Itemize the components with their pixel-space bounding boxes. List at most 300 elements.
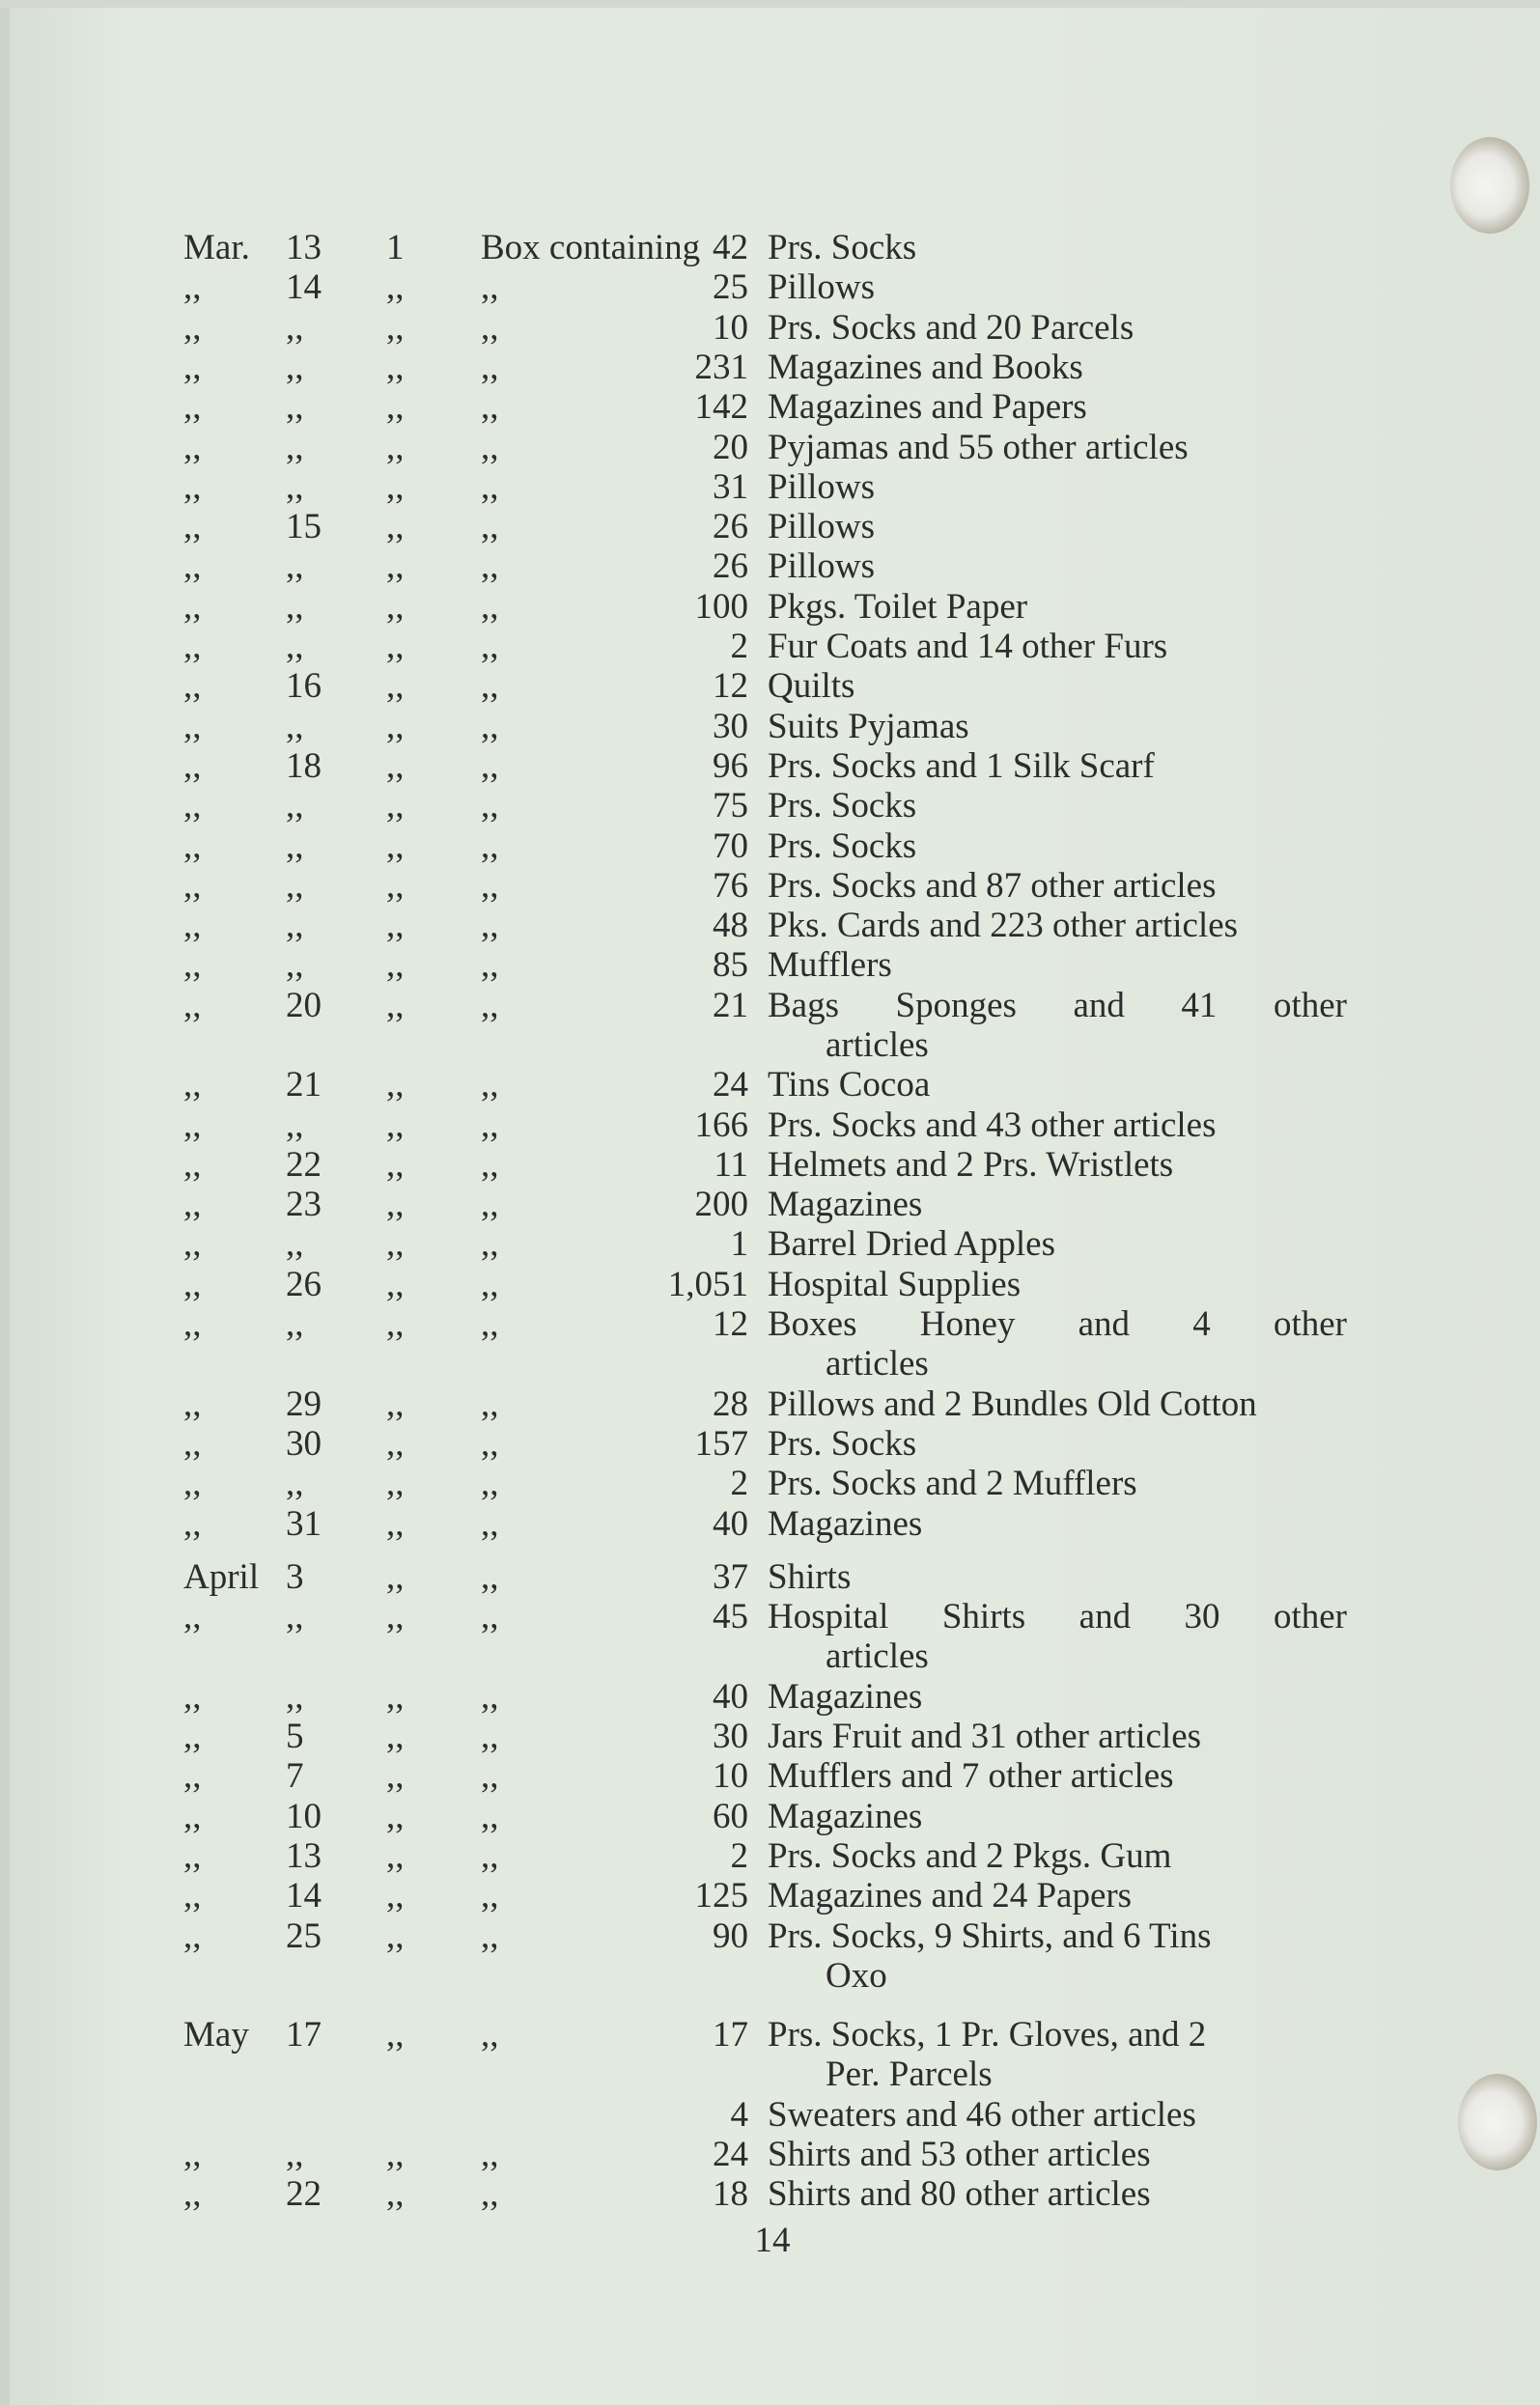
box-count: ,, [386, 308, 405, 348]
date-month: ,, [183, 2135, 202, 2174]
quantity: 11 [714, 1145, 748, 1185]
ledger-row [0, 986, 1540, 1065]
ledger-row [0, 786, 1540, 826]
ledger-row [0, 1504, 1540, 1545]
date-day: ,, [286, 866, 304, 906]
date-day: ,, [286, 1224, 304, 1264]
box-label: ,, [481, 1557, 499, 1597]
date-day: ,, [286, 707, 304, 746]
box-label: ,, [481, 1464, 499, 1503]
quantity: 18 [713, 2174, 748, 2214]
date-day: 10 [286, 1797, 322, 1836]
box-label: ,, [481, 308, 499, 348]
date-month: ,, [183, 786, 202, 825]
box-count: ,, [386, 1797, 405, 1836]
box-label: ,, [481, 1836, 499, 1876]
box-count: ,, [386, 1557, 405, 1597]
quantity: 100 [694, 587, 748, 627]
quantity: 1,051 [667, 1265, 748, 1304]
ledger-row [0, 906, 1540, 946]
box-count: ,, [386, 2015, 405, 2055]
quantity: 26 [713, 546, 748, 586]
date-day: ,, [286, 1464, 304, 1503]
box-count: ,, [386, 1304, 405, 1344]
box-count: ,, [386, 1384, 405, 1424]
item-description: Sweaters and 46 other articles [768, 2095, 1196, 2135]
date-day: ,, [286, 348, 304, 387]
box-label: ,, [481, 1677, 499, 1717]
date-day: ,, [286, 587, 304, 627]
item-description: Hospital Supplies [768, 1265, 1022, 1304]
ledger-row [0, 627, 1540, 667]
item-description-continued: articles [826, 1025, 929, 1065]
date-month: ,, [183, 1384, 202, 1424]
box-count: 1 [386, 228, 405, 267]
date-month: ,, [183, 1756, 202, 1796]
box-count: ,, [386, 2174, 405, 2214]
quantity: 20 [713, 428, 748, 467]
ledger-row [0, 2095, 1540, 2136]
box-count: ,, [386, 786, 405, 825]
box-count: ,, [386, 1424, 405, 1464]
quantity: 1 [730, 1224, 748, 1264]
box-label: ,, [481, 1424, 499, 1464]
ledger-row [0, 1464, 1540, 1504]
box-count: ,, [386, 1836, 405, 1876]
date-month: ,, [183, 627, 202, 666]
date-day: 25 [286, 1916, 322, 1956]
item-description: Pillows and 2 Bundles Old Cotton [768, 1384, 1257, 1424]
box-label: ,, [481, 1756, 499, 1796]
date-month: ,, [183, 746, 202, 786]
box-label: ,, [481, 1304, 499, 1344]
quantity: 26 [713, 507, 748, 546]
item-description: Magazines and Books [768, 348, 1083, 387]
box-count: ,, [386, 627, 405, 666]
item-description: Pillows [768, 546, 876, 586]
date-month: ,, [183, 1797, 202, 1836]
box-label: ,, [481, 1224, 499, 1264]
date-month: ,, [183, 1185, 202, 1224]
box-count: ,, [386, 267, 405, 307]
quantity: 2 [730, 1464, 748, 1503]
item-description: Prs. Socks and 2 Mufflers [768, 1464, 1137, 1503]
quantity: 90 [713, 1916, 748, 1956]
quantity: 21 [713, 986, 748, 1025]
box-label: ,, [481, 1916, 499, 1956]
box-label: ,, [481, 1504, 499, 1544]
date-month: ,, [183, 387, 202, 427]
date-day: 15 [286, 507, 322, 546]
date-day: 22 [286, 1145, 322, 1185]
box-count: ,, [386, 1065, 405, 1105]
box-count: ,, [386, 348, 405, 387]
date-day: 29 [286, 1384, 322, 1424]
item-description: Pillows [768, 267, 876, 307]
quantity: 60 [713, 1797, 748, 1836]
box-label: ,, [481, 2135, 499, 2174]
date-day: ,, [286, 786, 304, 825]
ledger-row [0, 866, 1540, 907]
date-month: ,, [183, 1145, 202, 1185]
ledger-row [0, 1185, 1540, 1225]
ledger-row [0, 2015, 1540, 2094]
date-month: ,, [183, 1717, 202, 1756]
date-month: ,, [183, 507, 202, 546]
ledger-row [0, 1145, 1540, 1186]
box-label: ,, [481, 1717, 499, 1756]
item-description: Prs. Socks [768, 786, 917, 825]
page-number: 14 [754, 2221, 791, 2260]
item-description: Quilts [768, 666, 855, 706]
ledger-row [0, 1677, 1540, 1718]
item-description: Magazines [768, 1504, 923, 1544]
date-month: ,, [183, 1464, 202, 1503]
item-description: Mufflers and 7 other articles [768, 1756, 1174, 1796]
date-month: ,, [183, 1265, 202, 1304]
ledger-row [0, 1597, 1540, 1676]
ledger-row [0, 1065, 1540, 1105]
item-description: Prs. Socks [768, 1424, 917, 1464]
box-count: ,, [386, 1504, 405, 1544]
item-description: Prs. Socks and 2 Pkgs. Gum [768, 1836, 1172, 1876]
ledger-row [0, 1105, 1540, 1146]
box-count: ,, [386, 1265, 405, 1304]
box-count: ,, [386, 866, 405, 906]
box-label: Box containing [481, 228, 701, 267]
date-day: 13 [286, 1836, 322, 1876]
box-label: ,, [481, 467, 499, 507]
date-day: 26 [286, 1265, 322, 1304]
date-day: 14 [286, 1876, 322, 1916]
date-month: ,, [183, 866, 202, 906]
item-description: Magazines [768, 1185, 923, 1224]
date-day: ,, [286, 387, 304, 427]
ledger-row [0, 2174, 1540, 2215]
ledger-row [0, 428, 1540, 468]
box-label: ,, [481, 267, 499, 307]
date-day: ,, [286, 546, 304, 586]
box-count: ,, [386, 826, 405, 866]
ledger-row [0, 387, 1540, 428]
item-description: Pkgs. Toilet Paper [768, 587, 1028, 627]
item-description: Boxes Honey and 4 other [768, 1304, 1347, 1344]
item-description-continued: Per. Parcels [826, 2055, 993, 2094]
quantity: 70 [713, 826, 748, 866]
item-description: Magazines and 24 Papers [768, 1876, 1133, 1916]
quantity: 28 [713, 1384, 748, 1424]
date-day: 30 [286, 1424, 322, 1464]
date-month: ,, [183, 2174, 202, 2214]
box-label: ,, [481, 1597, 499, 1636]
date-day: ,, [286, 627, 304, 666]
ledger-row [0, 587, 1540, 628]
box-count: ,, [386, 1145, 405, 1185]
ledger-row [0, 1265, 1540, 1305]
date-day: 3 [286, 1557, 304, 1597]
item-description: Prs. Socks, 9 Shirts, and 6 Tins [768, 1916, 1212, 1956]
box-label: ,, [481, 1384, 499, 1424]
date-month: April [183, 1557, 260, 1597]
date-day: ,, [286, 467, 304, 507]
item-description: Prs. Socks, 1 Pr. Gloves, and 2 [768, 2015, 1207, 2055]
ledger-row [0, 746, 1540, 787]
box-label: ,, [481, 786, 499, 825]
date-day: 23 [286, 1185, 322, 1224]
date-day: ,, [286, 2135, 304, 2174]
item-description: Magazines and Papers [768, 387, 1087, 427]
quantity: 37 [713, 1557, 748, 1597]
box-count: ,, [386, 707, 405, 746]
box-count: ,, [386, 1717, 405, 1756]
quantity: 75 [713, 786, 748, 825]
ledger-row [0, 1424, 1540, 1465]
item-description: Hospital Shirts and 30 other [768, 1597, 1347, 1636]
box-count: ,, [386, 2135, 405, 2174]
ledger-row [0, 1224, 1540, 1265]
box-label: ,, [481, 1105, 499, 1145]
box-count: ,, [386, 1464, 405, 1503]
punch-hole-top-icon [1450, 137, 1529, 234]
box-label: ,, [481, 587, 499, 627]
item-description: Bags Sponges and 41 other [768, 986, 1347, 1025]
item-description-continued: articles [826, 1636, 929, 1676]
date-month: ,, [183, 707, 202, 746]
box-label: ,, [481, 2174, 499, 2214]
ledger-row [0, 1304, 1540, 1384]
date-day: 22 [286, 2174, 322, 2214]
item-description: Shirts [768, 1557, 852, 1597]
item-description: Mufflers [768, 945, 892, 985]
date-day: 5 [286, 1717, 304, 1756]
date-day: ,, [286, 1105, 304, 1145]
box-label: ,, [481, 1797, 499, 1836]
date-month: ,, [183, 945, 202, 985]
date-month: ,, [183, 1065, 202, 1105]
date-day: 14 [286, 267, 322, 307]
box-label: ,, [481, 1265, 499, 1304]
box-count: ,, [386, 945, 405, 985]
quantity: 45 [713, 1597, 748, 1636]
quantity: 125 [694, 1876, 748, 1916]
ledger-row [0, 1916, 1540, 1996]
box-label: ,, [481, 707, 499, 746]
ledger-row [0, 1384, 1540, 1425]
date-month: ,, [183, 1836, 202, 1876]
box-count: ,, [386, 1597, 405, 1636]
box-count: ,, [386, 906, 405, 945]
item-description: Shirts and 53 other articles [768, 2135, 1151, 2174]
box-count: ,, [386, 1224, 405, 1264]
box-label: ,, [481, 1185, 499, 1224]
ledger-row [0, 1836, 1540, 1877]
quantity: 10 [713, 1756, 748, 1796]
date-day: 17 [286, 2015, 322, 2055]
quantity: 24 [713, 1065, 748, 1105]
box-count: ,, [386, 1185, 405, 1224]
ledger-row [0, 507, 1540, 547]
box-label: ,, [481, 866, 499, 906]
quantity: 85 [713, 945, 748, 985]
box-label: ,, [481, 348, 499, 387]
quantity: 200 [694, 1185, 748, 1224]
box-count: ,, [386, 1916, 405, 1956]
box-count: ,, [386, 587, 405, 627]
item-description: Prs. Socks [768, 228, 917, 267]
ledger-row [0, 707, 1540, 747]
ledger-row [0, 467, 1540, 508]
item-description: Prs. Socks [768, 826, 917, 866]
date-month: ,, [183, 1916, 202, 1956]
box-label: ,, [481, 986, 499, 1025]
box-label: ,, [481, 627, 499, 666]
quantity: 24 [713, 2135, 748, 2174]
date-day: 7 [286, 1756, 304, 1796]
date-day: 21 [286, 1065, 322, 1105]
date-day: ,, [286, 945, 304, 985]
box-count: ,, [386, 387, 405, 427]
date-month: ,, [183, 1304, 202, 1344]
item-description-continued: articles [826, 1344, 929, 1384]
box-label: ,, [481, 428, 499, 467]
item-description: Pyjamas and 55 other articles [768, 428, 1189, 467]
ledger-entries [0, 228, 1540, 2214]
quantity: 142 [694, 387, 748, 427]
date-day: 13 [286, 228, 322, 267]
quantity: 42 [713, 228, 748, 267]
item-description: Fur Coats and 14 other Furs [768, 627, 1168, 666]
box-count: ,, [386, 507, 405, 546]
ledger-row [0, 1876, 1540, 1916]
date-month: ,, [183, 1504, 202, 1544]
date-day: ,, [286, 1597, 304, 1636]
date-month: ,, [183, 826, 202, 866]
date-month: Mar. [183, 228, 250, 267]
date-day: 20 [286, 986, 322, 1025]
box-count: ,, [386, 467, 405, 507]
item-description: Helmets and 2 Prs. Wristlets [768, 1145, 1174, 1185]
date-month: ,, [183, 1876, 202, 1916]
ledger-row [0, 945, 1540, 986]
quantity: 96 [713, 746, 748, 786]
quantity: 4 [730, 2095, 748, 2135]
item-description: Barrel Dried Apples [768, 1224, 1055, 1264]
box-count: ,, [386, 986, 405, 1025]
quantity: 76 [713, 866, 748, 906]
box-label: ,, [481, 1876, 499, 1916]
date-month: ,, [183, 348, 202, 387]
quantity: 10 [713, 308, 748, 348]
quantity: 17 [713, 2015, 748, 2055]
ledger-row [0, 1717, 1540, 1757]
date-month: ,, [183, 666, 202, 706]
quantity: 40 [713, 1504, 748, 1544]
quantity: 12 [713, 666, 748, 706]
item-description: Tins Cocoa [768, 1065, 931, 1105]
box-label: ,, [481, 387, 499, 427]
ledger-row [0, 1557, 1540, 1598]
box-count: ,, [386, 1677, 405, 1717]
date-day: ,, [286, 308, 304, 348]
quantity: 157 [694, 1424, 748, 1464]
item-description: Magazines [768, 1797, 923, 1836]
box-label: ,, [481, 507, 499, 546]
date-month: ,, [183, 587, 202, 627]
ledger-row [0, 666, 1540, 707]
date-month: ,, [183, 986, 202, 1025]
box-count: ,, [386, 546, 405, 586]
date-month: May [183, 2015, 249, 2055]
item-description: Prs. Socks and 1 Silk Scarf [768, 746, 1155, 786]
ledger-row [0, 1756, 1540, 1797]
date-day: ,, [286, 428, 304, 467]
quantity: 31 [713, 467, 748, 507]
quantity: 25 [713, 267, 748, 307]
ledger-row [0, 348, 1540, 388]
item-description: Prs. Socks and 20 Parcels [768, 308, 1134, 348]
box-label: ,, [481, 1065, 499, 1105]
box-label: ,, [481, 2015, 499, 2055]
date-month: ,, [183, 428, 202, 467]
box-count: ,, [386, 666, 405, 706]
ledger-row [0, 1797, 1540, 1837]
date-month: ,, [183, 467, 202, 507]
ledger-row [0, 228, 1540, 268]
box-label: ,, [481, 906, 499, 945]
date-day: ,, [286, 1304, 304, 1344]
date-month: ,, [183, 1677, 202, 1717]
page-top-edge [0, 0, 1540, 8]
date-month: ,, [183, 1597, 202, 1636]
date-day: ,, [286, 1677, 304, 1717]
date-day: 16 [286, 666, 322, 706]
quantity: 231 [694, 348, 748, 387]
date-month: ,, [183, 1224, 202, 1264]
quantity: 48 [713, 906, 748, 945]
date-month: ,, [183, 546, 202, 586]
quantity: 30 [713, 1717, 748, 1756]
item-description: Pillows [768, 467, 876, 507]
item-description-continued: Oxo [826, 1956, 887, 1996]
ledger-row [0, 2135, 1540, 2175]
ledger-row [0, 826, 1540, 867]
box-count: ,, [386, 1876, 405, 1916]
box-count: ,, [386, 428, 405, 467]
quantity: 30 [713, 707, 748, 746]
date-month: ,, [183, 308, 202, 348]
date-day: 31 [286, 1504, 322, 1544]
date-month: ,, [183, 906, 202, 945]
item-description: Suits Pyjamas [768, 707, 969, 746]
item-description: Magazines [768, 1677, 923, 1717]
box-count: ,, [386, 746, 405, 786]
box-label: ,, [481, 546, 499, 586]
date-day: ,, [286, 826, 304, 866]
box-label: ,, [481, 1145, 499, 1185]
date-month: ,, [183, 267, 202, 307]
date-month: ,, [183, 1105, 202, 1145]
item-description: Shirts and 80 other articles [768, 2174, 1151, 2214]
quantity: 2 [730, 1836, 748, 1876]
date-month: ,, [183, 1424, 202, 1464]
item-description: Prs. Socks and 87 other articles [768, 866, 1217, 906]
item-description: Pks. Cards and 223 other articles [768, 906, 1239, 945]
ledger-row [0, 267, 1540, 308]
box-label: ,, [481, 826, 499, 866]
box-label: ,, [481, 666, 499, 706]
item-description: Jars Fruit and 31 other articles [768, 1717, 1202, 1756]
box-count: ,, [386, 1105, 405, 1145]
